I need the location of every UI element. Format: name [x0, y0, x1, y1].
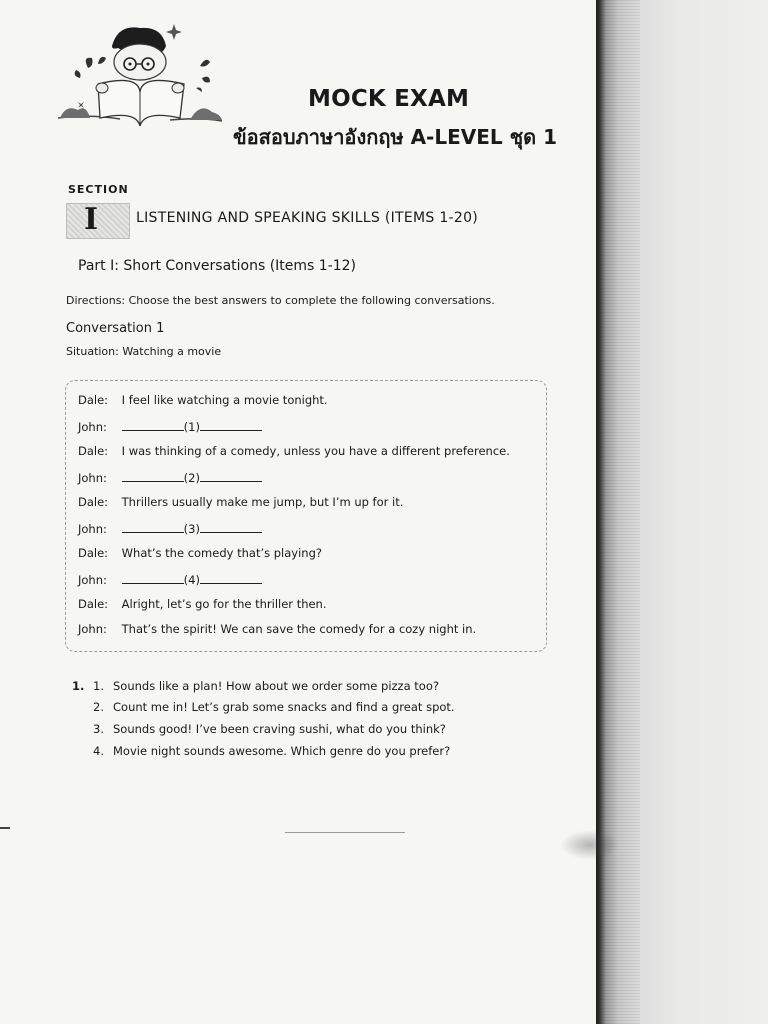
- answer-option[interactable]: [93, 744, 450, 758]
- dialogue-text: Thrillers usually make me jump, but I’m up for it.: [121, 495, 404, 509]
- dialogue-text: That’s the spirit! We can save the comedy for a cozy night in.: [121, 622, 477, 636]
- section-title: LISTENING AND SPEAKING SKILLS (ITEMS 1-20): [136, 210, 479, 226]
- scanner-smudge: [560, 830, 620, 860]
- speaker-label: Dale:: [78, 393, 109, 407]
- dialogue-line: [78, 495, 403, 509]
- option-number: 3.: [93, 722, 104, 736]
- blank-number: (2): [183, 471, 200, 485]
- option-text: Sounds good! I’ve been craving sushi, what do you think?: [113, 722, 446, 736]
- dialogue-box: [65, 380, 547, 652]
- margin-mark: [0, 827, 10, 829]
- page-title: MOCK EXAM: [308, 86, 470, 112]
- dialogue-line: [78, 546, 322, 560]
- option-text: Movie night sounds awesome. Which genre do you prefer?: [113, 744, 451, 758]
- answer-blank: [122, 571, 184, 584]
- answer-blank: [200, 418, 262, 431]
- dialogue-text: I was thinking of a comedy, unless you have a different preference.: [121, 444, 510, 458]
- dialogue-line: [78, 393, 328, 407]
- dialogue-line: [78, 571, 262, 587]
- speaker-label: Dale:: [78, 597, 109, 611]
- answer-blank: [200, 469, 262, 482]
- speaker-label: Dale:: [78, 495, 109, 509]
- answer-blank: [200, 520, 262, 533]
- speaker-label: John:: [78, 573, 107, 587]
- blank-number: (3): [183, 522, 200, 536]
- dialogue-line: [78, 622, 476, 636]
- scanner-noise: [600, 0, 640, 1024]
- answer-option[interactable]: [93, 679, 439, 693]
- blank-number: (1): [183, 420, 200, 434]
- conversation-situation: Situation: Watching a movie: [66, 345, 222, 358]
- directions-text: Directions: Choose the best answers to complete the following conversations.: [66, 294, 495, 307]
- dialogue-line: [78, 520, 262, 536]
- dialogue-text: I feel like watching a movie tonight.: [121, 393, 328, 407]
- page-subtitle: ข้อสอบภาษาอังกฤษ A-LEVEL ชุด 1: [233, 125, 558, 149]
- option-text: Count me in! Let’s grab some snacks and find a great spot.: [113, 700, 455, 714]
- option-number: 2.: [93, 700, 104, 714]
- part-title: Part I: Short Conversations (Items 1-12): [78, 258, 357, 274]
- speaker-label: Dale:: [78, 546, 109, 560]
- answer-blank: [200, 571, 262, 584]
- dialogue-line: [78, 444, 510, 458]
- dialogue-line: [78, 469, 262, 485]
- speaker-label: Dale:: [78, 444, 109, 458]
- answer-option[interactable]: [93, 700, 455, 714]
- option-number: 1.: [93, 679, 104, 693]
- dialogue-line: [78, 418, 262, 434]
- question-number: 1.: [72, 679, 85, 693]
- dialogue-line: [78, 597, 327, 611]
- blank-number: (4): [183, 573, 200, 587]
- conversation-title: Conversation 1: [66, 321, 165, 336]
- speaker-label: John:: [78, 420, 107, 434]
- option-number: 4.: [93, 744, 104, 758]
- answer-option[interactable]: [93, 722, 446, 736]
- page-divider: [285, 832, 405, 833]
- section-label: SECTION: [68, 183, 129, 196]
- speaker-label: John:: [78, 522, 107, 536]
- dialogue-text: What’s the comedy that’s playing?: [121, 546, 322, 560]
- dialogue-text: Alright, let’s go for the thriller then.: [121, 597, 327, 611]
- speaker-label: John:: [78, 471, 107, 485]
- section-numeral: I: [84, 202, 99, 237]
- answer-blank: [122, 418, 184, 431]
- answer-blank: [122, 520, 184, 533]
- cartoon-student-reading-book-icon: [50, 18, 230, 148]
- option-text: Sounds like a plan! How about we order some pizza too?: [113, 679, 439, 693]
- speaker-label: John:: [78, 622, 107, 636]
- answer-blank: [122, 469, 184, 482]
